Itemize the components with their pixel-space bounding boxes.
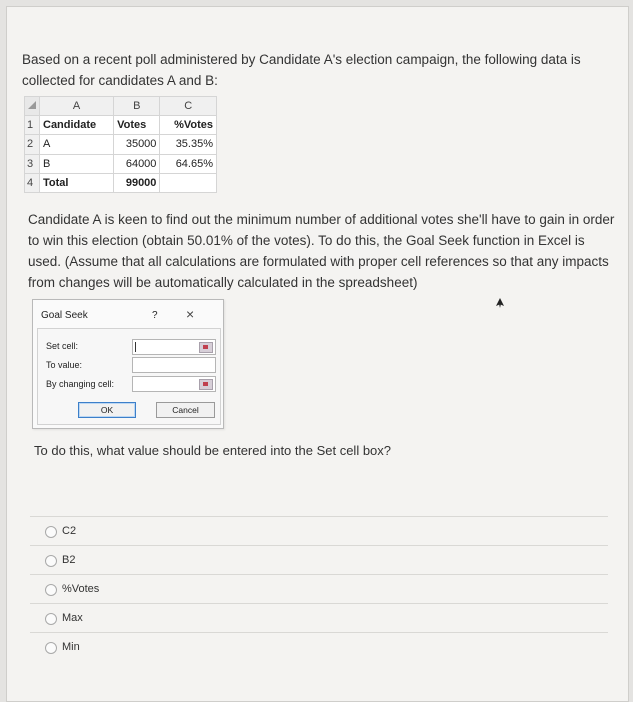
row-header: 1 [25,116,40,135]
corner-triangle-icon [28,101,36,109]
cell-b3: 64000 [114,154,160,173]
cell-c2: 35.35% [160,135,217,154]
cell-c4 [160,173,217,192]
col-header-a: A [40,97,114,116]
table-row [25,154,217,173]
option-label[interactable]: %Votes [62,583,100,595]
text-caret [135,342,136,352]
select-all-corner [25,97,40,116]
by-changing-label: By changing cell: [46,379,115,389]
dialog-body [37,328,221,425]
table-row [25,173,217,192]
cell-c3: 64.65% [160,154,217,173]
cell-c1: %Votes [160,116,217,135]
radio-button[interactable] [45,584,57,596]
collapse-dialog-icon[interactable] [199,342,213,353]
cell-b2: 35000 [114,135,160,154]
cell-b4: 99000 [114,173,160,192]
cell-a1: Candidate [40,116,114,135]
answer-option[interactable] [30,603,608,633]
row-header: 4 [25,173,40,192]
table-row [25,116,217,135]
question-text: To do this, what value should be entered into the Set cell box? [34,443,392,458]
cell-a4: Total [40,173,114,192]
intro-text: Based on a recent poll administered by Candidate A's election campaign, the following data is collected for candidates A and B: [22,52,581,88]
spreadsheet-excerpt [24,96,217,193]
answer-option[interactable] [30,574,608,604]
col-header-c: C [160,97,217,116]
radio-button[interactable] [45,613,57,625]
cancel-button[interactable]: Cancel [156,402,215,418]
goal-seek-dialog [32,299,224,429]
answer-option[interactable] [30,632,608,662]
option-label[interactable]: C2 [62,525,77,537]
question-page [6,6,629,702]
set-cell-label: Set cell: [46,341,79,351]
to-value-input[interactable] [132,357,216,373]
ok-button[interactable]: OK [78,402,136,418]
answer-option[interactable] [30,545,608,575]
table-row [25,135,217,154]
by-changing-input[interactable] [132,376,216,392]
cell-a3: B [40,154,114,173]
help-icon[interactable]: ? [152,310,158,321]
answer-option[interactable] [30,516,608,546]
option-label[interactable]: Max [62,612,83,624]
radio-button[interactable] [45,526,57,538]
row-header: 2 [25,135,40,154]
set-cell-input[interactable] [132,339,216,355]
dialog-title: Goal Seek [41,310,88,321]
radio-button[interactable] [45,555,57,567]
close-icon[interactable]: × [186,306,195,322]
cell-a2: A [40,135,114,154]
mouse-cursor-icon [494,297,506,309]
collapse-dialog-icon[interactable] [199,379,213,390]
col-header-b: B [114,97,160,116]
option-label[interactable]: Min [62,641,80,653]
option-label[interactable]: B2 [62,554,76,566]
row-header: 3 [25,154,40,173]
problem-paragraph: Candidate A is keen to find out the minimum number of additional votes she'll have to gain in order to win this election (obtain 50.01% of the votes). To do this, the Goal Seek function in Excel is used. (Assume that all calculations are formulated with proper cell references so that any impacts from changes will be automatically calculated in the spreadsheet) [28,212,615,290]
radio-button[interactable] [45,642,57,654]
to-value-label: To value: [46,360,83,370]
cell-b1: Votes [114,116,160,135]
